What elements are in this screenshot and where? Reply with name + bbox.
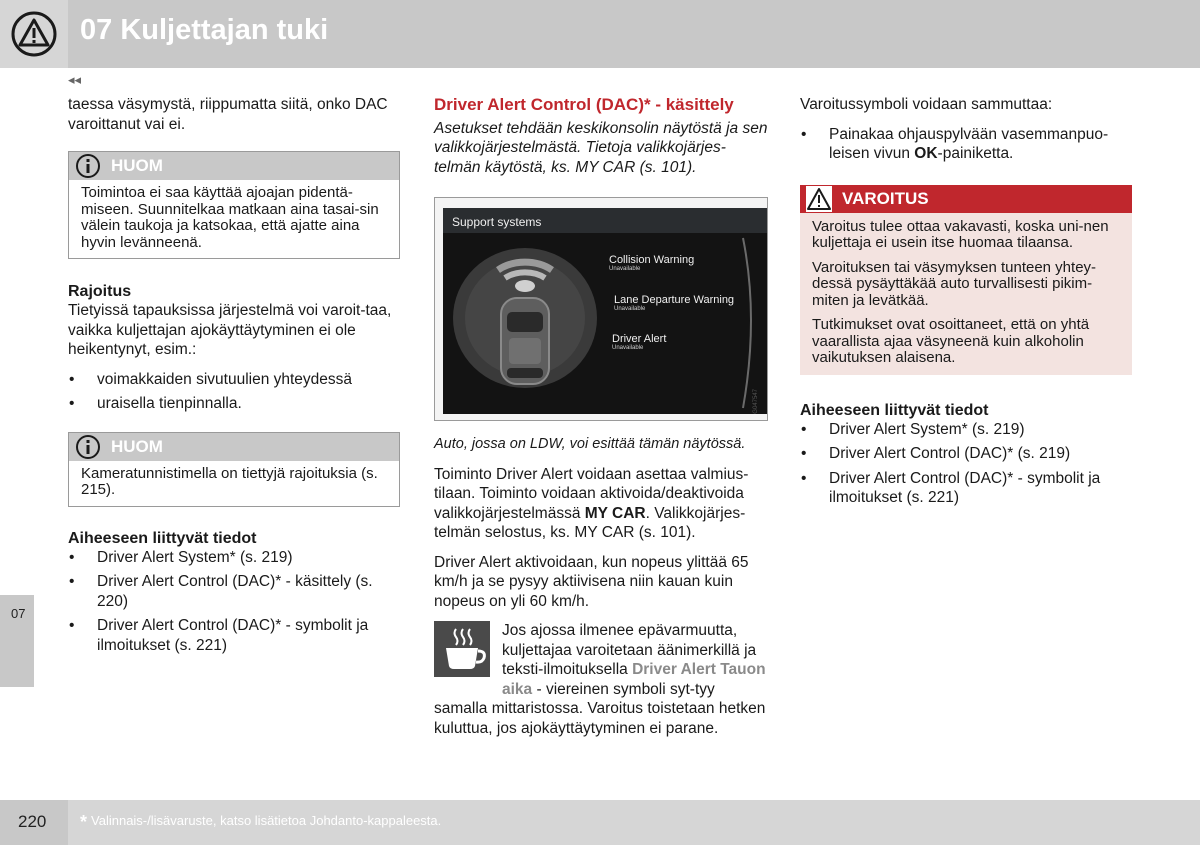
limitation-text: Tietyissä tapauksissa järjestelmä voi varoit-taa, vaikka kuljettajan ajokäyttäytyminen ei ole heikentynyt, esim.: (68, 302, 392, 358)
note-title: HUOM (111, 156, 163, 175)
note-header (69, 152, 399, 180)
section-heading: Driver Alert Control (DAC)* - käsittely (434, 95, 734, 114)
screen-item-collision-warning (609, 254, 694, 273)
figure-caption: Auto, jossa on LDW, voi esittää tämän näytössä. (434, 436, 746, 452)
chapter-title: 07 Kuljettajan tuki (80, 14, 329, 46)
note-text: Toimintoa ei saa käyttää ajoajan pidentä-miseen. Suunnitelkaa matkaan aina tasai-sin välein taukoja ja katsokaa, että ajatte aina hyvin levänneenä. (81, 184, 379, 251)
limitation-heading: Rajoitus (68, 283, 132, 300)
warning-paragraph: Varoituksen tai väsymyksen tunteen yhtey-dessä pysäyttäkää auto turvallisesti pikim-miten ja levätkää. (812, 258, 1097, 309)
related-link[interactable]: • Driver Alert Control (DAC)* - käsittely (s. 220) (68, 572, 400, 611)
figure-code: G047547 (752, 389, 759, 414)
warning-header (800, 185, 1132, 213)
text-span: Toiminto Driver Alert voidaan asettaa valmius-tilaan. Toiminto voidaan aktivoida/deaktivoida valikkojärjestelmässä (434, 465, 749, 522)
column-right (800, 95, 1132, 513)
text-span: Painakaa ohjauspylvään vasemmanpuo-leisen vivun (829, 125, 1109, 162)
ok-button-name: OK (914, 145, 938, 162)
note-box (68, 432, 400, 507)
related-list (68, 548, 400, 656)
text-span: -painiketta. (937, 145, 1014, 162)
info-icon (75, 434, 101, 460)
footnote-star: * (80, 812, 88, 832)
intro-text: taessa väsymystä, riippumatta siitä, onko DAC varoittanut vai ei. (68, 96, 388, 133)
paragraph-standby (434, 465, 768, 543)
coffee-paragraph-block (434, 621, 768, 738)
coffee-cup-icon (434, 621, 490, 677)
screen-item-status: Unavailable (609, 266, 641, 272)
chapter-side-tab[interactable] (0, 595, 34, 687)
column-left (68, 95, 400, 660)
page-header (0, 0, 1200, 68)
screen-item-driver-alert (612, 333, 666, 352)
related-link[interactable]: • Driver Alert Control (DAC)* - symbolit ja ilmoitukset (s. 221) (800, 469, 1132, 508)
display-screen (443, 208, 767, 414)
intro-text: Varoitussymboli voidaan sammuttaa: (800, 96, 1053, 113)
warning-paragraph: Tutkimukset ovat osoittaneet, että on yhtä vaarallista ajaa väsyneenä kuin alkoholin vaikutuksen alaisena. (812, 316, 1090, 366)
related-link[interactable]: • Driver Alert Control (DAC)* - symbolit ja ilmoitukset (s. 221) (68, 616, 400, 655)
screen-item-lane-departure-warning (614, 294, 734, 313)
page-number: 220 (18, 812, 47, 831)
warning-body (800, 213, 1132, 375)
text-span: Jos ajossa ilmenee epävarmuutta, kuljettajaa varoitetaan äänimerkillä ja teksti-ilmoituksella (502, 622, 757, 678)
limitation-list (68, 370, 400, 414)
screen-title: Support systems (452, 215, 542, 229)
screen-item-label: Collision Warning (609, 254, 695, 266)
note-box (68, 151, 400, 259)
side-tab-label: 07 (11, 606, 26, 621)
header-icon-box (0, 0, 68, 68)
instruction-list (800, 125, 1132, 164)
screen-item-label: Lane Departure Warning (614, 294, 735, 306)
list-item (800, 125, 1132, 164)
list-item: • uraisella tienpinnalla. (68, 394, 400, 414)
footnote (80, 812, 441, 833)
alert-message-text: Driver Alert Tauon aika (502, 661, 766, 698)
note-title: HUOM (111, 436, 163, 456)
list-item: • voimakkaiden sivutuulien yhteydessä (68, 370, 400, 390)
column-middle (434, 95, 768, 748)
warning-triangle-icon (10, 10, 58, 58)
note-text: Kameratunnistimella on tiettyjä rajoituksia (s. 215). (81, 464, 378, 498)
related-link[interactable]: • Driver Alert System* (s. 219) (800, 420, 1132, 440)
paragraph-activation: Driver Alert aktivoidaan, kun nopeus ylittää 65 km/h ja se pysyy aktiivisena niin kauan kuin nopeus on yli 60 km/h. (434, 553, 749, 610)
warning-paragraph: Varoitus tulee ottaa vakavasti, koska uni-nen kuljettaja ei usein itse huomaa tilaansa. (812, 217, 1109, 251)
menu-name: MY CAR (584, 504, 646, 522)
screen-item-status: Unavailable (612, 345, 644, 351)
warning-box (800, 185, 1132, 375)
intro-italic: Asetukset tehdään keskikonsolin näytöstä ja sen valikkojärjestelmästä. Tietoja valikkojärjes-telmän käytöstä, ks. MY CAR (s. 101). (434, 119, 768, 176)
related-link[interactable]: • Driver Alert System* (s. 219) (68, 548, 400, 568)
screen-figure (434, 197, 768, 421)
text-span: . Valikkojärjes-telmän selostus, ks. MY CAR (s. 101). (434, 504, 746, 541)
related-heading: Aiheeseen liittyvät tiedot (800, 401, 989, 419)
screen-item-status: Unavailable (614, 306, 646, 312)
related-link[interactable]: • Driver Alert Control (DAC)* (s. 219) (800, 444, 1132, 464)
page-footer (0, 800, 1200, 845)
related-heading: Aiheeseen liittyvät tiedot (68, 529, 257, 547)
warning-triangle-icon (806, 186, 832, 212)
back-nav-arrows[interactable]: ◂◂ (68, 72, 82, 87)
screen-item-label: Driver Alert (612, 333, 667, 345)
text-span: - viereinen symboli syt-tyy samalla mittaristossa. Varoitus toistetaan hetken kuluttua, jos ajokäyttäytyminen ei parane. (434, 680, 766, 737)
footnote-text: Valinnais-/lisävaruste, katso lisätietoa Johdanto-kappaleesta. (91, 813, 442, 828)
related-list (800, 420, 1132, 508)
info-icon (75, 153, 101, 179)
note-header (69, 433, 399, 461)
page-number-box (0, 800, 68, 845)
warning-title: VAROITUS (842, 188, 929, 208)
